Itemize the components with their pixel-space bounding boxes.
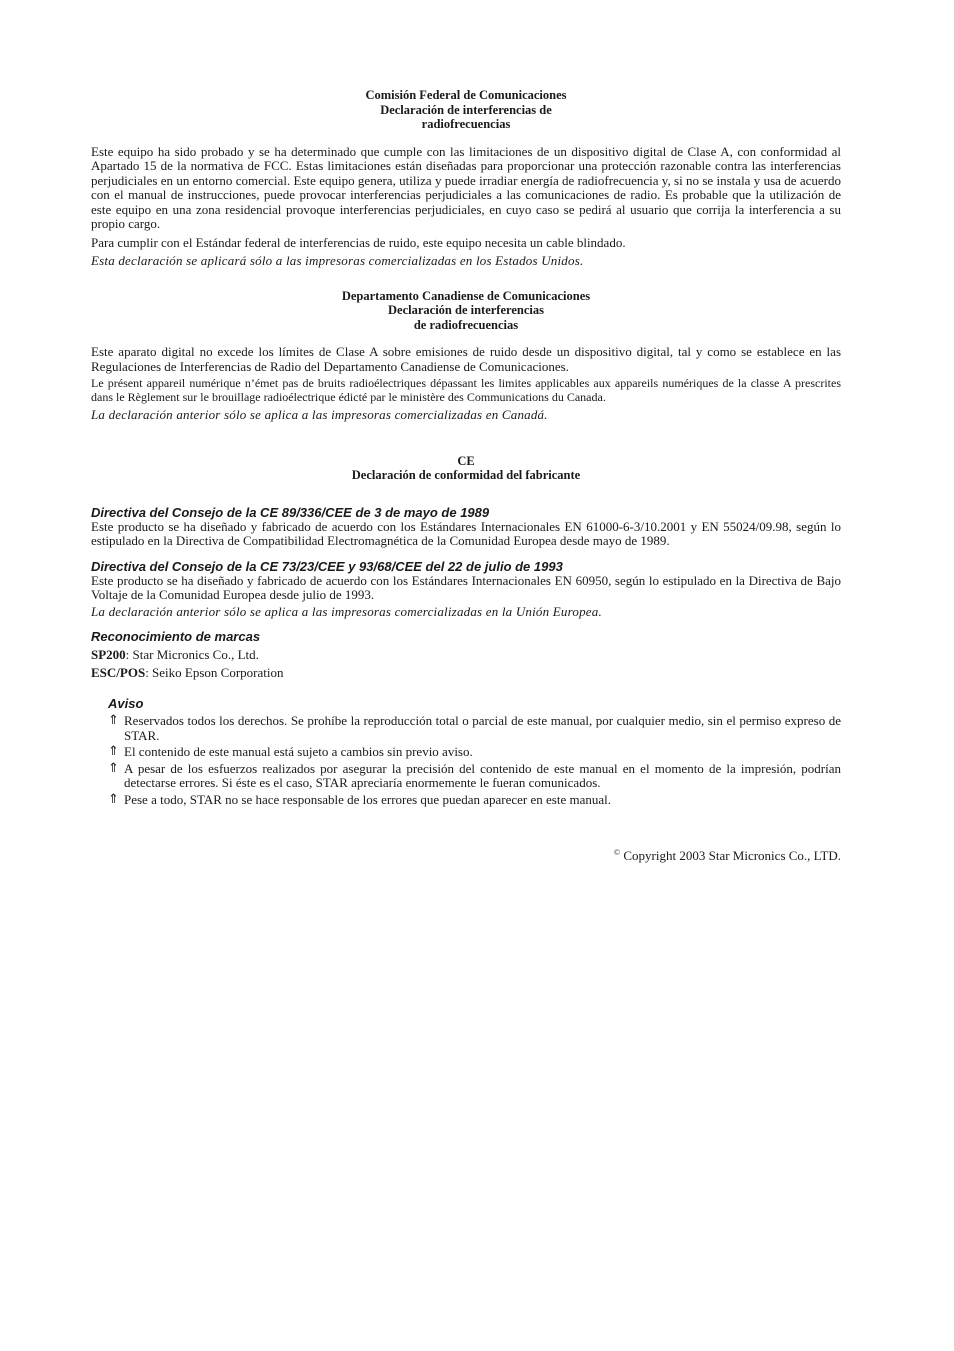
- list-item: [108, 762, 841, 791]
- copyright-symbol: ©: [614, 848, 621, 857]
- canada-paragraph-es: Este aparato digital no excede los límites de Clase A sobre emisiones de ruido desde un dispositivo digital, tal y como se establece en las Regulaciones de Interferencias de Radio del Departamento Canadiense de Comunicaciones.: [91, 344, 841, 374]
- trademark-name: ESC/POS: [91, 665, 146, 680]
- trademark-item: [91, 664, 841, 682]
- canada-note: La declaración anterior sólo se aplica a las impresoras comercializadas en Canadá.: [91, 407, 548, 422]
- fcc-title-line-3: radiofrecuencias: [421, 117, 511, 131]
- ce-title: [91, 454, 841, 483]
- ce-directive-1-text: Este producto se ha diseñado y fabricado de acuerdo con los Estándares Internacionales EN 61000-6-3/10.2001 y EN 55024/09.98, según lo estipulado en la Directiva de Compatibilidad Electromagnética de la Comunidad Europea desde mayo de 1989.: [91, 518, 841, 548]
- list-item: [108, 793, 841, 808]
- fcc-title-line-1: Comisión Federal de Comunicaciones: [365, 88, 567, 102]
- up-arrow-bullet-icon: ⇑: [108, 744, 119, 759]
- ce-title-line-1: CE: [457, 453, 475, 468]
- fcc-title: [91, 88, 841, 132]
- fcc-paragraph: Este equipo ha sido probado y se ha determinado que cumple con las limitaciones de un dispositivo digital de Clase A, con conformidad al Apartado 15 de la normativa de FCC. Estas limitaciones están diseñadas para proporcionar una protección razonable contra las interferencias perjudiciales en un entorno comercial. Este equipo genera, utiliza y puede irradiar energía de radiofrecuencia y, si no se instala y usa de acuerdo con el manual de instrucciones, puede provocar interferencias perjudiciales a las comunicaciones de radio. Es probable que la utilización de este equipo en una zona residencial provoque interferencias perjudiciales, en cuyo caso se pedirá al usuario que corrija la interferencia a su propio cargo.: [91, 143, 841, 231]
- ce-title-line-2: Declaración de conformidad del fabricante: [351, 468, 581, 482]
- trademark-owner: : Star Micronics Co., Ltd.: [125, 647, 259, 662]
- canada-title-line-3: de radiofrecuencias: [413, 317, 519, 332]
- notice-item-text: Pese a todo, STAR no se hace responsable de los errores que puedan aparecer en este manual.: [124, 791, 611, 807]
- canada-title: [91, 289, 841, 333]
- canada-title-line-1: Departamento Canadiense de Comunicaciones: [341, 288, 591, 303]
- up-arrow-bullet-icon: ⇑: [108, 791, 119, 807]
- notice-section: [108, 696, 841, 807]
- notice-item-text: Reservados todos los derechos. Se prohíbe la reproducción total o parcial de este manual, por cualquier medio, sin el permiso expreso de STAR.: [124, 713, 841, 743]
- fcc-title-line-2: Declaración de interferencias de: [380, 102, 552, 117]
- up-arrow-bullet-icon: ⇑: [108, 760, 119, 776]
- trademark-owner: : Seiko Epson Corporation: [145, 665, 284, 680]
- canada-title-line-2: Declaración de interferencias: [388, 303, 544, 317]
- ce-directive-2-heading: Directiva del Consejo de la CE 73/23/CEE y 93/68/CEE del 22 de julio de 1993: [91, 558, 563, 574]
- trademark-name: SP200: [91, 647, 126, 662]
- trademarks-heading: Reconocimiento de marcas: [91, 629, 261, 644]
- fcc-cable-paragraph: Para cumplir con el Estándar federal de interferencias de ruido, este equipo necesita un cable blindado.: [91, 234, 626, 250]
- notice-item-text: El contenido de este manual está sujeto a cambios sin previo aviso.: [124, 744, 473, 759]
- copyright-text: Copyright 2003 Star Micronics Co., LTD.: [620, 848, 841, 863]
- copyright-notice: [91, 845, 841, 863]
- list-item: [108, 745, 841, 760]
- up-arrow-bullet-icon: ⇑: [108, 713, 119, 728]
- list-item: [108, 714, 841, 743]
- ce-directive-2-text: Este producto se ha diseñado y fabricado de acuerdo con los Estándares Internacionales EN 60950, según lo estipulado en la Directiva de Bajo Voltaje de la Comunidad Europea desde julio de 1993.: [91, 572, 841, 602]
- fcc-note: Esta declaración se aplicará sólo a las impresoras comercializadas en los Estados Unidos.: [91, 253, 584, 268]
- trademark-item: [91, 646, 841, 664]
- notice-heading: Aviso: [108, 696, 144, 711]
- ce-note: La declaración anterior sólo se aplica a las impresoras comercializadas en la Unión Europea.: [91, 603, 602, 619]
- canada-paragraph-fr: Le présent appareil numérique n’émet pas de bruits radioélectriques dépassant les limites applicables aux appareils numériques de la classe A prescrites dans le Règlement sur le brouillage radioélectrique édicté par le ministère des Communications du Canada.: [91, 376, 841, 404]
- notice-item-text: A pesar de los esfuerzos realizados por asegurar la precisión del contenido de este manual en el momento de la impresión, podrían detectarse errores. Si éste es el caso, STAR apreciaría enormemente le fueran comunicados.: [124, 760, 841, 790]
- ce-directive-1-heading: Directiva del Consejo de la CE 89/336/CEE de 3 de mayo de 1989: [91, 504, 490, 520]
- document-page: [91, 88, 841, 863]
